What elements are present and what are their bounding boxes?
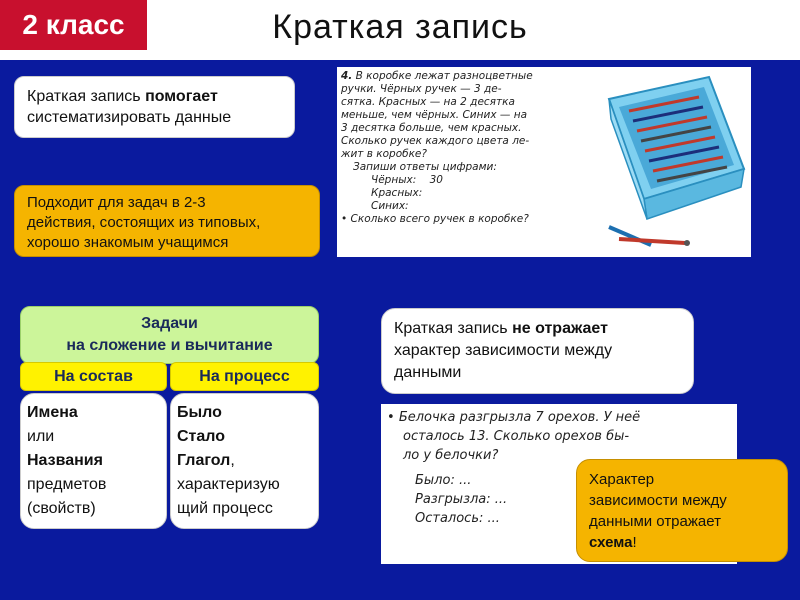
- record-dots: ...: [487, 511, 500, 526]
- answer-label: Красных:: [371, 187, 423, 199]
- tab-process: На процесс: [170, 362, 319, 391]
- task-line: осталось 13. Сколько орехов бы-: [403, 429, 630, 444]
- task-line: 3 десятка больше, чем красных.: [341, 122, 522, 134]
- info-box-scheme: [576, 459, 788, 562]
- info-emphasis: не отражает: [512, 320, 608, 337]
- card-line: характеризую: [177, 476, 280, 493]
- task-line: сятка. Красных — на 2 десятка: [341, 96, 515, 108]
- card-line: или: [27, 428, 55, 445]
- info-text: !: [632, 534, 637, 551]
- record-dots: ...: [458, 473, 472, 488]
- composition-card: [20, 393, 167, 529]
- task-line: жит в коробке?: [341, 148, 427, 160]
- card-line: (свойств): [27, 500, 96, 517]
- problems-subtitle: на сложение и вычитание: [66, 337, 273, 354]
- info-text: действия, состоящих из типовых,: [27, 214, 261, 231]
- info-text: Подходит для задач в 2-3: [27, 194, 206, 211]
- card-line: Названия: [27, 452, 103, 469]
- task-line: Белочка разгрызла 7 орехов. У неё: [398, 410, 641, 425]
- card-line: ,: [230, 452, 235, 469]
- answer-label: Синих:: [371, 200, 409, 212]
- info-emphasis: схема: [589, 534, 633, 551]
- task-text-block: • Белочка разгрызла 7 орехов. У неё осталось 13. Сколько орехов бы- ло у белочки? Было: ... Разгрызла: ... Осталось: ...: [387, 408, 733, 528]
- task-instruction: Запиши ответы цифрами:: [353, 161, 497, 173]
- record-dots: ...: [494, 492, 508, 507]
- task-line: меньше, чем чёрных. Синих — на: [341, 109, 528, 121]
- info-box-helps: [14, 76, 295, 138]
- task-question: Сколько всего ручек в коробке?: [350, 213, 529, 225]
- task-text-block: 4. В коробке лежат разноцветные ручки. Чёрных ручек — 3 де- сятка. Красных — на 2 десятка меньше, чем чёрных. Синих — на 3 десятка больше, чем красных. Сколько ручек каждого цвета ле- жит в коробке? Запиши ответы цифрами: Чёрных: 30 Красных: Синих: • Сколько всего ручек в коробке?: [341, 70, 587, 226]
- card-line: предметов: [27, 476, 107, 493]
- record-label: Осталось:: [415, 511, 484, 526]
- info-box-not-reflect: [381, 308, 694, 394]
- pen-box-illustration: [589, 69, 749, 255]
- info-text: данными отражает: [589, 513, 721, 530]
- info-text: данными: [394, 364, 462, 381]
- task-number: 4.: [341, 70, 353, 82]
- info-emphasis: помогает: [145, 88, 218, 105]
- page-title: Краткая запись: [272, 8, 528, 46]
- problems-title: Задачи: [141, 315, 198, 332]
- card-line: Имена: [27, 404, 78, 421]
- record-label: Разгрызла:: [415, 492, 491, 507]
- info-text: хорошо знакомым учащимся: [27, 234, 229, 251]
- task-line: В коробке лежат разноцветные: [355, 70, 533, 82]
- info-text: зависимости между: [589, 492, 727, 509]
- info-text: Краткая запись: [27, 88, 146, 105]
- info-text: характер зависимости между: [394, 342, 613, 359]
- task-line: Сколько ручек каждого цвета ле-: [341, 135, 530, 147]
- card-line: Было: [177, 404, 222, 421]
- record-label: Было:: [415, 473, 455, 488]
- problems-header: [20, 306, 319, 364]
- card-line: щий процесс: [177, 500, 273, 517]
- info-box-suitable: [14, 185, 320, 257]
- grade-badge: 2 класс: [0, 0, 147, 50]
- card-line: Стало: [177, 428, 226, 445]
- answer-label: Чёрных:: [371, 174, 417, 186]
- info-text: систематизировать данные: [27, 109, 232, 126]
- task-line: ручки. Чёрных ручек — 3 де-: [341, 83, 502, 95]
- answer-value: 30: [429, 174, 443, 186]
- tab-composition: На состав: [20, 362, 167, 391]
- info-text: Краткая запись: [394, 320, 513, 337]
- process-card: [170, 393, 319, 529]
- textbook-task-pens: [337, 67, 751, 257]
- info-text: Характер: [589, 471, 655, 488]
- task-line: ло у белочки?: [403, 448, 499, 463]
- card-line: Глагол: [177, 452, 231, 469]
